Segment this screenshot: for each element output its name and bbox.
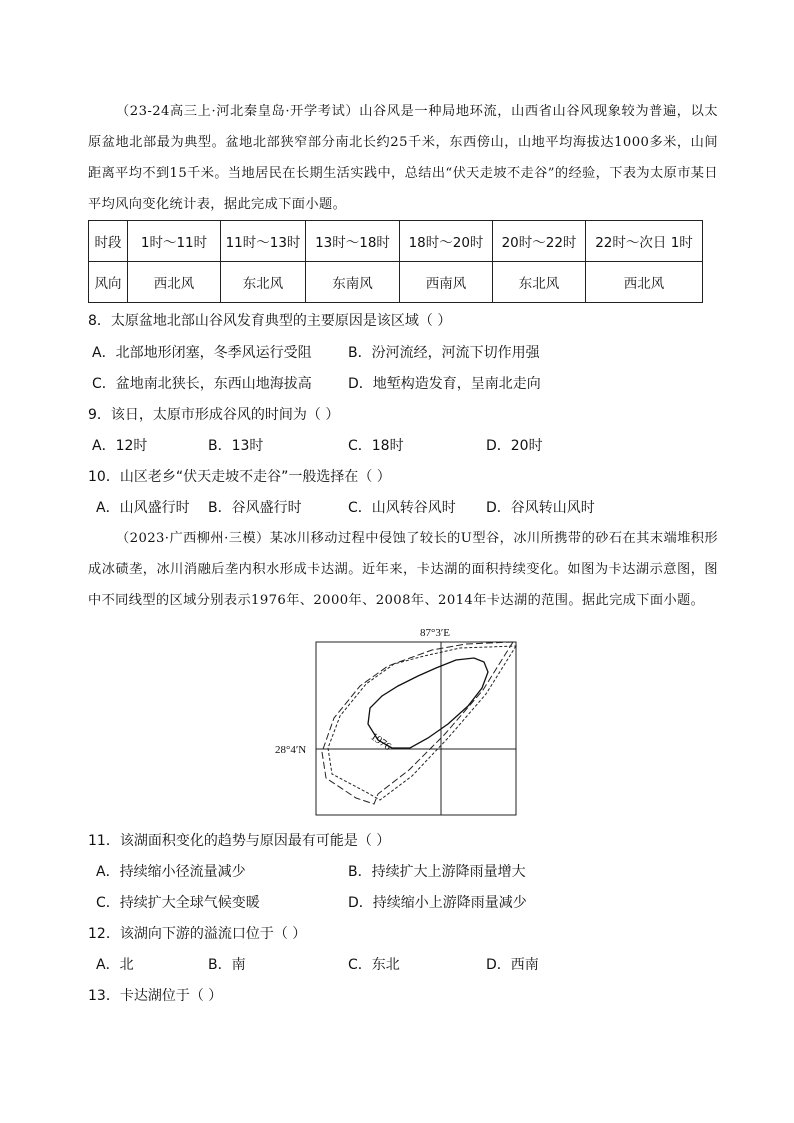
question-10-option-c: C．山风转谷风时 [348, 500, 456, 516]
longitude-label: 87°3′E [420, 627, 451, 639]
table-cell: 东北风 [493, 262, 586, 303]
passage-1 [88, 96, 718, 220]
table-cell: 20时～22时 [493, 221, 586, 262]
question-12-option-a: A．北 [96, 957, 134, 973]
table-row-direction [89, 262, 703, 303]
question-9-option-a: A．12时 [92, 438, 148, 454]
passage-2-text: 某冰川移动过程中侵蚀了较长的U型谷，冰川所携带的砂石在其末端堆积形成冰碛垄，冰川消融后垄内积水形成卡达湖。近年来，卡达湖的面积持续变化。如图为卡达湖示意图，图中不同线型的区域分别表示1976年、2000年、2008年、2014年卡达湖的范围。据此完成下面小题。 [88, 531, 719, 608]
question-12-stem: 12．该湖向下游的溢流口位于（ ） [88, 926, 307, 942]
table-cell: 11时～13时 [221, 221, 306, 262]
question-10-option-a: A．山风盛行时 [96, 500, 190, 516]
table-header-period: 时段 [89, 221, 128, 262]
question-8-option-b: B．汾河流经，河流下切作用强 [348, 345, 540, 361]
question-10-option-b: B．谷风盛行时 [208, 500, 302, 516]
table-cell: 西北风 [586, 262, 703, 303]
latitude-label: 28°4′N [275, 744, 307, 756]
question-8-option-d: D．地堑构造发育，呈南北走向 [348, 376, 541, 392]
question-12-option-b: B．南 [208, 957, 246, 973]
question-10-option-d: D．谷风转山风时 [486, 500, 595, 516]
question-11-option-b: B．持续扩大上游降雨量增大 [348, 864, 526, 880]
passage-1-source: （23-24高三上·河北秦皇岛·开学考试） [116, 104, 360, 119]
contour-label-1976: 1976 [368, 730, 394, 754]
kada-lake-map [270, 622, 522, 818]
lake-outline-1976 [368, 658, 488, 748]
question-11-option-a: A．持续缩小径流量减少 [96, 864, 246, 880]
table-cell: 西南风 [400, 262, 493, 303]
question-9-option-d: D．20时 [486, 438, 543, 454]
table-cell: 22时～次日 1时 [586, 221, 703, 262]
table-cell: 东南风 [306, 262, 400, 303]
question-12-option-c: C．东北 [348, 957, 400, 973]
question-8-option-a: A．北部地形闭塞，冬季风运行受阻 [92, 345, 312, 361]
table-row-period [89, 221, 703, 262]
lake-outline-short-dash [328, 646, 516, 800]
table-cell: 西北风 [128, 262, 221, 303]
table-cell: 13时～18时 [306, 221, 400, 262]
passage-2-source: （2023·广西柳州·三模） [116, 531, 270, 546]
question-11-option-c: C．持续扩大全球气候变暖 [96, 895, 260, 911]
table-header-direction: 风向 [89, 262, 128, 303]
question-11-stem: 11．该湖面积变化的趋势与原因最有可能是（ ） [88, 833, 391, 849]
question-9-option-b: B．13时 [208, 438, 264, 454]
question-9-stem: 9．该日，太原市形成谷风的时间为（ ） [88, 407, 340, 423]
question-9-option-c: C．18时 [348, 438, 404, 454]
question-12-option-d: D．西南 [486, 957, 539, 973]
question-8-stem: 8．太原盆地北部山谷风发育典型的主要原因是该区域（ ） [88, 313, 452, 329]
question-11-option-d: D．持续缩小上游降雨量减少 [348, 895, 527, 911]
wind-direction-table [88, 220, 703, 303]
question-13-stem: 13．卡达湖位于（ ） [88, 988, 223, 1004]
passage-2 [88, 523, 718, 616]
question-8-option-c: C．盆地南北狭长，东西山地海拔高 [92, 376, 312, 392]
passage-1-text: 山谷风是一种局地环流，山西省山谷风现象较为普遍，以太原盆地北部最为典型。盆地北部狭窄部分南北长约25千米，东西傍山，山地平均海拔达1000多米，山间距离平均不到15千米。当地居民在长期生活实践中，总结出“伏天走坡不走谷”的经验，下表为太原市某日平均风向变化统计表，据此完成下面小题。 [88, 104, 718, 212]
lake-outline-long-dash [322, 642, 513, 804]
table-cell: 18时～20时 [400, 221, 493, 262]
question-10-stem: 10．山区老乡“伏天走坡不走谷”一般选择在（ ） [88, 469, 391, 485]
table-cell: 1时～11时 [128, 221, 221, 262]
table-cell: 东北风 [221, 262, 306, 303]
